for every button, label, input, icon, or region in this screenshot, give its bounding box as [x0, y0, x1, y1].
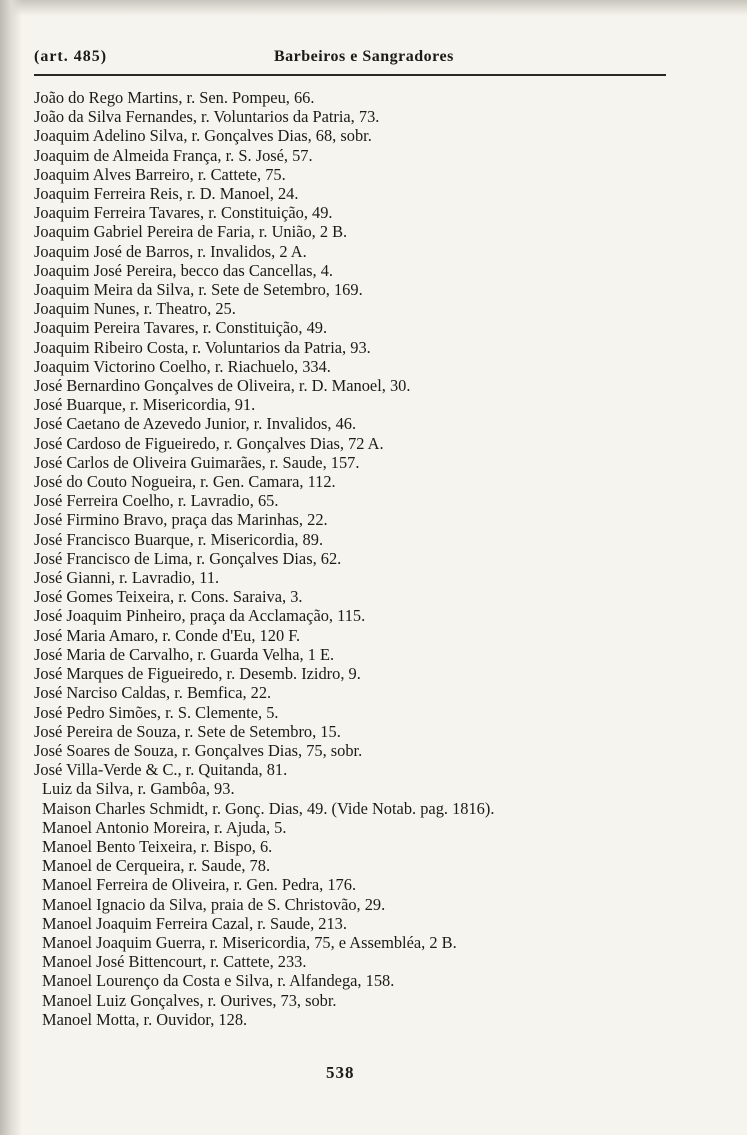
list-item: José Soares de Souza, r. Gonçalves Dias, 75, sobr.: [34, 740, 363, 760]
list-item: José Firmino Bravo, praça das Marinhas, 22.: [34, 510, 328, 530]
list-item: Joaquim Victorino Coelho, r. Riachuelo, 334.: [34, 356, 331, 376]
page-edge-top: [0, 0, 747, 16]
list-item: José Pereira de Souza, r. Sete de Setembro, 15.: [34, 721, 341, 741]
list-item: Manoel Luiz Gonçalves, r. Ourives, 73, sobr.: [42, 990, 337, 1010]
list-item: Manoel José Bittencourt, r. Cattete, 233.: [42, 952, 307, 972]
list-item: José Francisco Buarque, r. Misericordia, 89.: [34, 529, 324, 549]
list-item: José do Couto Nogueira, r. Gen. Camara, 112.: [34, 472, 336, 492]
page-number: 538: [326, 1063, 355, 1082]
list-item: Joaquim Nunes, r. Theatro, 25.: [34, 299, 236, 319]
list-item: José Maria de Carvalho, r. Guarda Velha, 1 E.: [34, 644, 335, 664]
list-item: João da Silva Fernandes, r. Voluntarios da Patria, 73.: [34, 107, 380, 127]
list-item: Joaquim Ferreira Tavares, r. Constituição, 49.: [34, 203, 333, 223]
entry-list: [34, 88, 654, 1029]
list-item: Manoel Joaquim Guerra, r. Misericordia, 75, e Assembléa, 2 B.: [42, 932, 457, 952]
article-reference: (art. 485): [34, 48, 108, 65]
list-item: João do Rego Martins, r. Sen. Pompeu, 66.: [34, 88, 315, 107]
list-item: José Gomes Teixeira, r. Cons. Saraiva, 3.: [34, 587, 303, 607]
list-item: José Buarque, r. Misericordia, 91.: [34, 395, 256, 415]
list-item: Manoel de Cerqueira, r. Saude, 78.: [42, 856, 271, 876]
list-item: José Francisco de Lima, r. Gonçalves Dias, 62.: [34, 548, 342, 568]
list-item: Joaquim Meira da Silva, r. Sete de Setembro, 169.: [34, 280, 363, 300]
list-item: Manoel Bento Teixeira, r. Bispo, 6.: [42, 836, 273, 856]
list-item: Maison Charles Schmidt, r. Gonç. Dias, 49. (Vide Notab. pag. 1816).: [42, 798, 495, 818]
list-item: José Joaquim Pinheiro, praça da Acclamação, 115.: [34, 606, 366, 626]
list-item: Manoel Ferreira de Oliveira, r. Gen. Pedra, 176.: [42, 875, 357, 895]
page-header: [34, 48, 664, 70]
page-edge-left: [0, 0, 22, 1135]
list-item: José Bernardino Gonçalves de Oliveira, r. D. Manoel, 30.: [34, 376, 411, 396]
list-item: Joaquim Gabriel Pereira de Faria, r. União, 2 B.: [34, 222, 348, 242]
list-item: José Ferreira Coelho, r. Lavradio, 65.: [34, 491, 279, 511]
list-item: José Carlos de Oliveira Guimarães, r. Saude, 157.: [34, 452, 360, 472]
list-item: José Villa-Verde & C., r. Quitanda, 81.: [34, 760, 288, 780]
list-item: Joaquim Adelino Silva, r. Gonçalves Dias, 68, sobr.: [34, 126, 372, 146]
list-item: José Pedro Simões, r. S. Clemente, 5.: [34, 702, 279, 722]
list-item: José Gianni, r. Lavradio, 11.: [34, 568, 220, 588]
list-item: Luiz da Silva, r. Gambôa, 93.: [42, 779, 235, 799]
list-item: Manoel Antonio Moreira, r. Ajuda, 5.: [42, 817, 287, 837]
list-item: José Caetano de Azevedo Junior, r. Invalidos, 46.: [34, 414, 357, 434]
list-item: Joaquim José de Barros, r. Invalidos, 2 A.: [34, 241, 307, 261]
list-item: José Marques de Figueiredo, r. Desemb. Izidro, 9.: [34, 664, 361, 684]
list-item: Joaquim Ribeiro Costa, r. Voluntarios da Patria, 93.: [34, 337, 371, 357]
section-title: Barbeiros e Sangradores: [274, 48, 454, 65]
list-item: Manoel Lourenço da Costa e Silva, r. Alfandega, 158.: [42, 971, 395, 991]
list-item: Joaquim de Almeida França, r. S. José, 57.: [34, 145, 313, 165]
list-item: Manoel Ignacio da Silva, praia de S. Christovão, 29.: [42, 894, 386, 914]
list-item: Manoel Joaquim Ferreira Cazal, r. Saude, 213.: [42, 913, 347, 933]
list-item: Manoel Motta, r. Ouvidor, 128.: [42, 1009, 248, 1029]
list-item: Joaquim José Pereira, becco das Cancellas, 4.: [34, 260, 334, 280]
list-item: Joaquim Pereira Tavares, r. Constituição, 49.: [34, 318, 328, 338]
list-item: José Maria Amaro, r. Conde d'Eu, 120 F.: [34, 625, 301, 645]
list-item: Joaquim Alves Barreiro, r. Cattete, 75.: [34, 164, 286, 184]
list-item: José Cardoso de Figueiredo, r. Gonçalves Dias, 72 A.: [34, 433, 384, 453]
list-item: Joaquim Ferreira Reis, r. D. Manoel, 24.: [34, 184, 299, 204]
list-item: José Narciso Caldas, r. Bemfica, 22.: [34, 683, 272, 703]
header-rule: [34, 74, 666, 76]
